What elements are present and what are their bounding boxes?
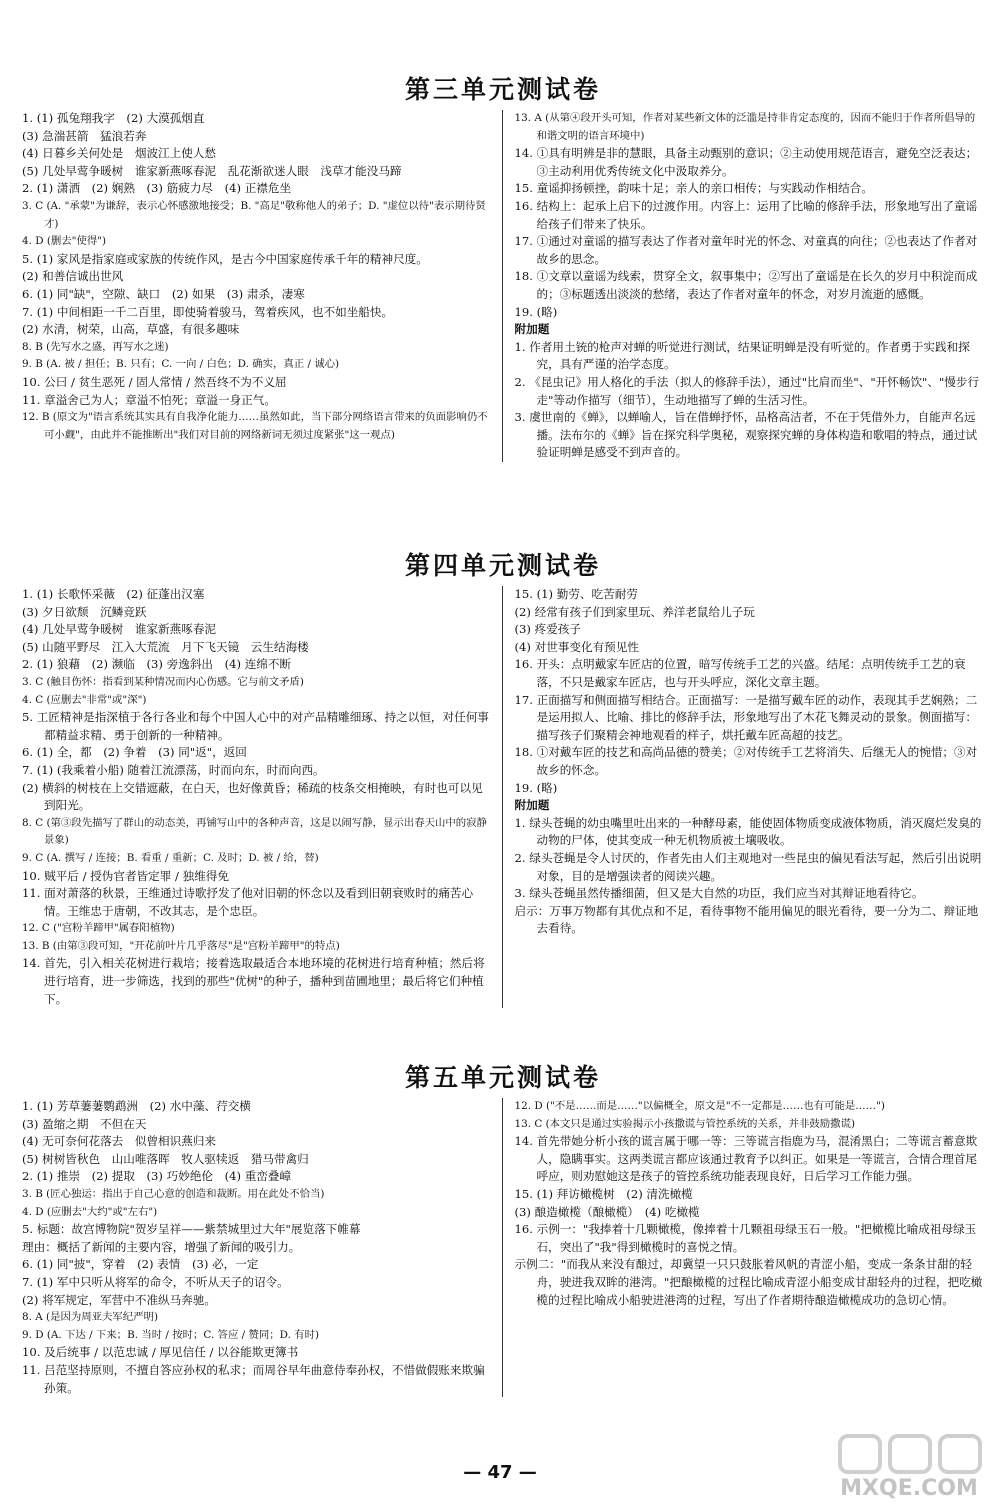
answer-item: 5. 标题：故宫博物院"贺岁呈祥——紫禁城里过大年"展览落下帷幕 <box>22 1222 361 1237</box>
answer-item: 15. 童谣抑扬顿挫，韵味十足；亲人的亲口相传；与实践动作相结合。 <box>514 181 873 196</box>
answer-item: (3) 盈缩之期 不但在天 <box>22 1116 147 1131</box>
answer-item: 11. 吕范坚持原则，不擅自答应孙权的私求；而周谷早年曲意侍奉孙权，不惜做假账来欺骗孙策。 <box>22 1362 485 1395</box>
watermark-logo-icon <box>834 1432 984 1476</box>
answer-item: (2) 横斜的树枝在上交错遮蔽，在白天，也好像黄昏；稀疏的枝条交相掩映，有时也可以见到阳光。 <box>22 780 483 813</box>
answer-item: 2. 绿头苍蝇是令人讨厌的，作者先由人们主观地对一些昆虫的偏见看法写起，然后引出说明对象，目的是增强读者的阅读兴趣。 <box>514 850 982 883</box>
answer-item: (5) 树树皆秋色 山山唯落晖 牧人驱犊返 猎马带禽归 <box>22 1151 309 1166</box>
answer-item: 3. B (匠心独运：指出于自己心意的创造和裁断。用在此处不恰当) <box>22 1187 325 1200</box>
right-column <box>515 586 985 1008</box>
answer-item: (5) 几处早莺争暖树 谁家新燕啄春泥 乱花渐欲迷人眼 浅草才能没马蹄 <box>22 163 402 178</box>
answer-item: 6. (1) 同"缺"，空隙、缺口 (2) 如果 (3) 肃杀，凄寒 <box>22 286 305 301</box>
answer-item: 18. ①对戴车匠的技艺和高尚品德的赞美；②对传统手工艺将消失、后继无人的惋惜；③对故乡的怀念。 <box>514 745 978 777</box>
answer-item: 14. ①具有明辨是非的慧眼，具备主动甄别的意识；②主动使用规范语言，避免空泛表达；③主动利用优秀传统文化中汲取养分。 <box>514 146 978 178</box>
answer-item: 10. 公曰 / 贫生恶死 / 固人常情 / 然吾终不为不义屈 <box>22 374 287 389</box>
answer-item: 2. (1) 狼藉 (2) 濒临 (3) 旁逸斜出 (4) 连绵不断 <box>22 657 292 672</box>
section-title: 第四单元测试卷 <box>404 551 601 580</box>
answer-item: 8. C (第③段先描写了群山的动态美，再铺写山中的各种声音，这是以闹写静，显示出春天山中的寂静景象) <box>22 816 487 847</box>
section-unit-3 <box>22 76 984 462</box>
answer-item: 1. 绿头苍蝇的幼虫嘴里吐出来的一种酵母素，能使固体物质变成液体物质，消灭腐烂发臭的动物的尸体，使其变成一种无机物质被土壤吸收。 <box>514 815 982 848</box>
answer-item: 19. (略) <box>514 780 558 795</box>
answer-item: 9. D (A. 下达 / 下来；B. 当时 / 按时；C. 答应 / 赞同；D. 有时) <box>22 1328 320 1341</box>
answer-item: 12. D ("不是……而是……"以偏概全，原文是"不一定都是……也有可能是……") <box>514 1100 885 1112</box>
extra-questions-heading: 附加题 <box>514 322 550 337</box>
answer-item: 14. 首先，引入相关花树进行栽培；接着选取最适合本地环境的花树进行培育种植；然后将进行培育，进一步筛选，找到的那些"优树"的种子，播种到苗圃地里；最后将它们种植下。 <box>22 956 485 1006</box>
answer-item: (3) 酿造橄榄（酿橄榄） (4) 吃橄榄 <box>514 1204 700 1219</box>
answer-item: (4) 无可奈何花落去 似曾相识燕归来 <box>22 1134 217 1149</box>
answer-item: (5) 山随平野尽 江入大荒流 月下飞天镜 云生结海楼 <box>22 639 309 654</box>
page-number: — 47 — <box>463 1462 537 1483</box>
answer-item: 9. B (A. 被 / 担任；B. 只有；C. 一向 / 白色；D. 确实，真正 / 诚心) <box>22 358 340 371</box>
answer-item: 17. ①通过对童谣的描写表达了作者对童年时光的怀念、对童真的向往；②也表达了作者对故乡的思念。 <box>514 234 978 266</box>
answer-item: 启示：万事万物都有其优点和不足，看待事物不能用偏见的眼光看待，要一分为二、辩证地去看待。 <box>514 903 979 936</box>
section-title: 第三单元测试卷 <box>404 75 601 104</box>
answer-item: 4. C (应删去"非常"或"深") <box>22 693 147 706</box>
answer-item: 1. (1) 孤兔翔我字 (2) 大漠孤烟直 <box>22 111 205 125</box>
answer-item: 19. (略) <box>514 304 558 319</box>
answer-item: 7. (1) (我乘着小船) 随着江流漂荡，时而向东，时而向西。 <box>22 762 325 777</box>
answer-item: 4. D (应删去"大约"或"左右") <box>22 1205 158 1218</box>
answer-item: 2. (1) 推崇 (2) 提取 (3) 巧妙绝伦 (4) 重峦叠嶂 <box>22 1169 292 1184</box>
answer-item: (2) 水清，树荣，山高，草盛，有很多趣味 <box>22 322 240 337</box>
section-unit-4 <box>22 552 984 1008</box>
answer-item: 8. B (先写水之盛，再写水之迷) <box>22 340 169 353</box>
answer-item: 3. 绿头苍蝇虽然传播细菌，但又是大自然的功臣，我们应当对其辩证地看待它。 <box>514 886 924 901</box>
section-unit-5 <box>22 1064 984 1397</box>
answer-item: 16. 示例一："我捧着十几颗橄榄，像捧着十几颗祖母绿玉石一般。"把橄榄比喻成祖母绿玉石，突出了"我"得到橄榄时的喜悦之情。 <box>514 1222 977 1254</box>
right-column <box>515 110 985 462</box>
answer-item: 13. A (从第④段开头可知，作者对某些新文体的泛滥是持非肯定态度的，因而不能归于作者所倡导的和谐文明的语言环境中) <box>514 112 976 142</box>
left-column <box>22 586 503 1008</box>
watermark <box>834 1432 984 1502</box>
answer-item: 12. C ("宫粉羊蹄甲"属春阳植物) <box>22 922 175 935</box>
answer-item: 15. (1) 拜访橄榄树 (2) 清洗橄榄 <box>514 1186 693 1201</box>
answer-item: 16. 开头：点明戴家车匠店的位置，暗写传统手工艺的兴盛。结尾：点明传统手工艺的衰落，不只是戴家车匠店，也与开头呼应，深化文章主题。 <box>514 657 966 689</box>
answer-item: 8. A (是因为周亚夫军纪严明) <box>22 1311 159 1324</box>
answer-item: 2. 《昆虫记》用人格化的手法（拟人的修辞手法），通过"比肩而坐"、"开怀畅饮"、"慢步行走"等动作描写（细节），生动地描写了蝉的生活习性。 <box>514 374 980 407</box>
answer-item: 10. 及后统事 / 以范忠诚 / 厚见信任 / 以谷能欺更簿书 <box>22 1345 299 1360</box>
answer-item: 1. (1) 长歌怀采薇 (2) 征蓬出汉塞 <box>22 587 205 601</box>
answer-item: 17. 正面描写和侧面描写相结合。正面描写：一是描写戴车匠的动作，表现其手艺娴熟；二是运用拟人、比喻、排比的修辞手法，形象地写出了木花飞舞灵动的景象。侧面描写：描写孩子们聚精会神地观看的样子，烘托戴车匠高超的技艺。 <box>514 692 978 742</box>
answer-item: 11. 章溢舍己为人；章溢不怕死；章溢一身正气。 <box>22 392 276 407</box>
watermark-text: MXQE.COM <box>840 1476 978 1501</box>
answer-item: 18. ①文章以童谣为线索，贯穿全文，叙事集中；②写出了童谣是在长久的岁月中积淀而成的；③标题透出淡淡的愁绪，表达了作者对童年的怀念，对岁月流逝的感慨。 <box>514 269 978 301</box>
answer-item: 3. 虞世南的《蝉》，以蝉喻人，旨在借蝉抒怀，品格高洁者，不在于凭借外力，自能声名远播。法布尔的《蝉》旨在探究科学奥秘，观察探究蝉的身体构造和歌唱的特点，通过试验证明蝉是感受不到声音的。 <box>514 410 978 460</box>
extra-questions-heading: 附加题 <box>514 798 550 813</box>
answer-item: 6. (1) 全，都 (2) 争着 (3) 同"返"，返回 <box>22 745 247 760</box>
answer-item: 5. 工匠精神是指深植于各行各业和每个中国人心中的对产品精雕细琢、持之以恒，对任何事都精益求精、勇于创新的一种精神。 <box>22 710 489 742</box>
answer-item: (2) 经常有孩子们到家里玩、养洋老鼠给儿子玩 <box>514 604 755 619</box>
answer-item: (4) 对世事变化有预见性 <box>514 639 639 654</box>
answer-item: 5. (1) 家风是指家庭或家族的传统作风，是古今中国家庭传承千年的精神尺度。 <box>22 251 428 266</box>
answer-item: 13. B (由第③段可知，"开花前叶片几乎落尽"是"宫粉羊蹄甲"的特点) <box>22 939 340 952</box>
answer-item: 6. (1) 同"披"，穿着 (2) 表情 (3) 必，一定 <box>22 1257 259 1272</box>
answer-item: 11. 面对萧落的秋景，王维通过诗歌抒发了他对旧朝的怀念以及看到旧朝衰败时的痛苦心情。王维忠于唐朝，不改其志，是个忠臣。 <box>22 886 474 918</box>
answer-item: (4) 日暮乡关何处是 烟波江上使人愁 <box>22 146 217 161</box>
answer-item: (3) 夕日欲颓 沉鳞竞跃 <box>22 604 147 619</box>
answer-item: 3. C (触目伤怀：指看到某种情况而内心伤感。它与前文矛盾) <box>22 675 304 688</box>
answer-item: 10. 贼平后 / 授伪官者皆定罪 / 独维得免 <box>22 868 229 883</box>
answer-item: 12. B (原文为"语言系统其实具有自我净化能力……虽然如此，当下部分网络语言带来的负面影响仍不可小觑"，由此并不能推断出"我们对目前的网络新词无须过度紧张"这一观点) <box>22 411 488 441</box>
left-column <box>22 110 503 462</box>
answer-item: 示例二："而我从来没有酿过，却冀望一只只鼓胀着风帆的青涩小船，变成一条条甘甜的轻舟，驶进我双眸的港湾。"把酿橄榄的过程比喻成青涩小船变成甘甜轻舟的过程，把吃橄榄的过程比喻成小船驶进港湾的过程，写出了作者期待酿造橄榄成功的急切心情。 <box>514 1257 983 1307</box>
answer-item: 13. C (本文只是通过实验揭示小孩撒谎与管控系统的关系，并非鼓励撒谎) <box>514 1117 856 1130</box>
answer-item: (2) 将军规定，军营中不准纵马奔驰。 <box>22 1292 217 1307</box>
answer-item: 7. (1) 中间相距一千二百里，即使骑着骏马，驾着疾风，也不如坐船快。 <box>22 304 394 319</box>
answer-item: 15. (1) 勤劳、吃苦耐劳 <box>514 587 638 601</box>
answer-item: 16. 结构上：起承上启下的过渡作用。内容上：运用了比喻的修辞手法，形象地写出了童谣给孩子们带来了快乐。 <box>514 198 978 231</box>
answer-item: 1. (1) 芳草萋萋鹦鹉洲 (2) 水中藻、荇交横 <box>22 1099 251 1113</box>
answer-item: (3) 疼爱孩子 <box>514 622 581 637</box>
answer-item: 14. 首先带她分析小孩的谎言属于哪一等：三等谎言指鹿为马，混淆黑白；二等谎言蓄意欺人，隐瞒事实。这两类谎言都应该通过教育予以纠正。如果是一等谎言，合情合理首尾呼应，则劝慰她这是孩子的管控系统功能表现良好，日后学习工作能力强。 <box>514 1134 978 1184</box>
answer-item: 4. D (删去"使得") <box>22 235 107 248</box>
left-column <box>22 1098 503 1397</box>
answer-item: 7. (1) 军中只听从将军的命令，不听从天子的诏令。 <box>22 1274 289 1289</box>
answer-item: 理由：概括了新闻的主要内容，增强了新闻的吸引力。 <box>22 1239 301 1254</box>
answer-item: 9. C (A. 撰写 / 连接；B. 看重 / 重新；C. 及时；D. 被 / 给，替) <box>22 851 319 864</box>
answer-item: (4) 几处早莺争暖树 谁家新燕啄春泥 <box>22 622 217 637</box>
section-title: 第五单元测试卷 <box>404 1063 601 1092</box>
answer-item: (2) 和善信诚出世风 <box>22 269 124 284</box>
answer-item: 1. 作者用土铳的枪声对蝉的听觉进行测试，结果证明蝉是没有听觉的。作者勇于实践和探究，具有严谨的治学态度。 <box>514 339 970 372</box>
answer-item: 2. (1) 潇洒 (2) 娴熟 (3) 筋疲力尽 (4) 正襟危坐 <box>22 181 292 196</box>
answer-item: 3. C (A. "承蒙"为谦辞，表示心怀感激地接受；B. "高足"敬称他人的弟子；D. "虚位以待"表示期待贤才) <box>22 199 486 230</box>
answer-item: (3) 急湍甚箭 猛浪若奔 <box>22 128 147 143</box>
right-column <box>515 1098 985 1397</box>
